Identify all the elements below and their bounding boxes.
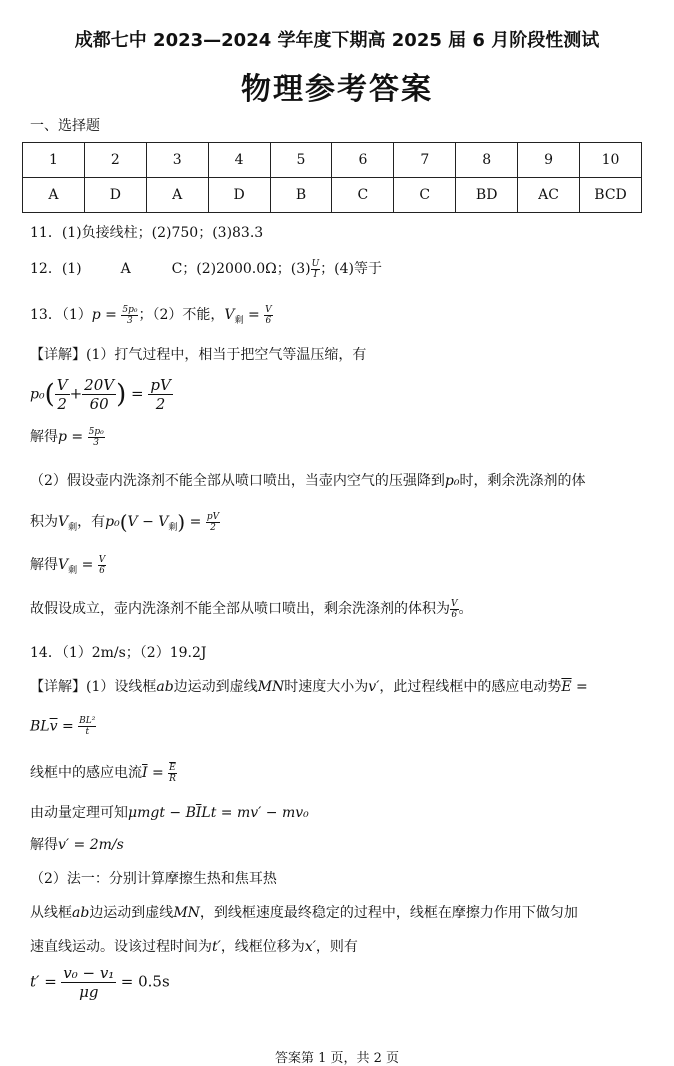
- eq1-frac-b: $\frac{20V}{60}$: [84, 376, 115, 413]
- solve1-label: 解得: [30, 429, 58, 445]
- p2-p0: p₀: [444, 473, 460, 489]
- p2-eq-sub: 剩: [168, 522, 178, 533]
- p2-l2b: ，有: [77, 514, 106, 530]
- current-frac: $\frac{\overline{E}}{R}$: [169, 762, 176, 784]
- q14-emf-equation: $BL\overline{v}$ = $\frac{\text{BL²}}{t}$: [30, 716, 96, 737]
- q12-fraction: $\frac{U}{I}$: [311, 258, 320, 280]
- t-eq-frac: $\frac{\text{v₀ − v₁}}{\mu g}$: [63, 964, 115, 1001]
- q12-prefix: 12．(1): [30, 261, 82, 277]
- answer-table-number-cell: 2: [84, 143, 146, 178]
- q14-p2-l1: 从线框: [30, 905, 72, 921]
- q14-p2-ab: ab: [72, 905, 90, 921]
- page-footer: 答案第 1 页，共 2 页: [274, 1051, 400, 1066]
- q13-part2-line1: [30, 470, 585, 490]
- q14-p2-l2b: ，线框位移为: [220, 939, 305, 955]
- momentum-eq2: Lt = mv′ − mv₀: [201, 805, 309, 821]
- answer-table-number-cell: 5: [270, 143, 332, 178]
- p2-sub: 剩: [68, 522, 78, 533]
- q14-p2-l1b: 边运动到虚线: [89, 905, 174, 921]
- q14-current: 线框中的感应电流$\overline{I}$ = $\frac{\overline{E}}{R}$: [30, 762, 176, 784]
- q14-d1c: 时速度大小为: [284, 679, 369, 695]
- answer-table-answer-cell: B: [270, 178, 332, 213]
- answer-table-number-cell: 1: [23, 143, 85, 178]
- current-ibar: $\overline{I}$: [142, 765, 148, 781]
- conclusion-text: 故假设成立，壶内洗涤剂不能全部从喷口喷出，剩余洗涤剂的体积为: [30, 601, 450, 617]
- p2-eq-p0: p₀: [105, 514, 120, 530]
- answer-table-number-cell: 6: [332, 143, 394, 178]
- eq1-p0: p₀: [30, 386, 45, 403]
- section-heading: 一、选择题: [30, 118, 100, 134]
- q14-p2-l2: 速直线运动。设该过程时间为: [30, 939, 212, 955]
- q14-detail-line1: [30, 676, 588, 696]
- q13-prefix: 13．（1）: [30, 307, 92, 323]
- solve1-frac: $\frac{\text{5p₀}}{3}$: [88, 426, 104, 448]
- answer-table-answer-cell: BD: [456, 178, 518, 213]
- t-eq-rhs: = 0.5s: [120, 972, 170, 991]
- solve2-frac: $\frac{V}{6}$: [98, 554, 106, 576]
- q13-answer: 13．（1）p = $\frac{\text{5p₀}}{3}$ ；（2）不能，$V_剩$ = $\frac{V}{6}$: [30, 304, 272, 326]
- answer-table-number-cell: 9: [518, 143, 580, 178]
- eq1-plus: +: [69, 384, 83, 403]
- answer-table-answer-cell: D: [208, 178, 270, 213]
- answer-table-answer-cell: A: [146, 178, 208, 213]
- q13-part2-line2: 积为$V_剩$，有$p_0(V - V_剩)$ = $\frac{pV}{2}$: [30, 510, 220, 534]
- q14-ebar: $\overline{E}$: [561, 679, 572, 695]
- q13-solve-1: [30, 426, 105, 448]
- solve-v-label: 解得: [30, 837, 58, 853]
- conclusion-end: 。: [458, 601, 473, 617]
- q12-part2: C；(2)2000.0Ω；(3): [171, 261, 311, 277]
- q14-d1d: ，此过程线框中的感应电动势: [379, 679, 562, 695]
- q13-detail: 【详解】(1）打气过程中，相当于把空气等温压缩，有: [30, 347, 367, 363]
- solve2-sub: 剩: [68, 565, 78, 576]
- answer-table-answer-cell: A: [23, 178, 85, 213]
- solve2-v: V: [58, 557, 69, 573]
- q13-equation-1: p₀( $\frac{V}{2}$ + $\frac{20V}{60}$ ) = $\frac{pV}{2}$: [30, 376, 171, 413]
- q14-mn: MN: [257, 679, 285, 695]
- t-eq-lhs: t′ =: [30, 972, 57, 991]
- q14-ab: ab: [156, 679, 174, 695]
- q13-fraction-1: $\frac{\text{5p₀}}{3}$: [122, 304, 138, 326]
- emf-vbar: $\overline{v}$: [49, 718, 58, 735]
- answer-table-answer-cell: C: [332, 178, 394, 213]
- q14-p2-l1c: ，到线框速度最终稳定的过程中，线框在摩擦力作用下做匀加: [199, 905, 578, 921]
- momentum-label: 由动量定理可知: [30, 805, 128, 821]
- q13-sub: 剩: [234, 315, 244, 326]
- answer-table: [22, 142, 642, 213]
- momentum-eq: μmgt − B: [128, 805, 196, 821]
- solve1-eq: =: [66, 429, 88, 445]
- answer-table-number-cell: 7: [394, 143, 456, 178]
- answer-table-number-cell: 10: [580, 143, 642, 178]
- answer-table-answer-row: [23, 178, 642, 213]
- conclusion-frac: $\frac{V}{6}$: [451, 598, 458, 620]
- q12-suffix: ；(4)等于: [320, 261, 382, 277]
- eq1-frac-a: $\frac{V}{2}$: [56, 376, 68, 413]
- q13-conclusion: [30, 598, 473, 620]
- p2-rhs-frac: $\frac{pV}{2}$: [206, 511, 220, 533]
- page-title: 物理参考答案: [241, 72, 433, 107]
- q13-fraction-2: $\frac{V}{6}$: [265, 304, 272, 326]
- exam-title: 成都七中 2023—2024 学年度下期高 2025 届 6 月阶段性测试: [74, 30, 600, 51]
- p2-v: V: [58, 514, 69, 530]
- answer-table-answer-cell: C: [394, 178, 456, 213]
- q14-vprime: v′: [368, 679, 380, 695]
- q14-d1a: 【详解】(1）设线框: [30, 679, 157, 695]
- q14-xprime: x′: [304, 939, 316, 955]
- q14-p2-l2c: ，则有: [315, 939, 358, 955]
- solve2-label: 解得: [30, 557, 58, 573]
- answer-table-answer-cell: BCD: [580, 178, 642, 213]
- q14-d1b: 边运动到虚线: [173, 679, 258, 695]
- q14-solve-v: [30, 834, 124, 854]
- answer-table-number-cell: 3: [146, 143, 208, 178]
- answer-table-number-row: [23, 143, 642, 178]
- emf-frac: $\frac{\text{BL²}}{t}$: [79, 716, 96, 737]
- q14-p2-mn: MN: [173, 905, 200, 921]
- emf-bl: BL: [30, 718, 50, 735]
- q12-answer: [30, 258, 382, 280]
- q14-part2-line2: [30, 936, 358, 956]
- answer-table-number-cell: 8: [456, 143, 518, 178]
- p2-l2: 积为: [30, 514, 58, 530]
- current-label: 线框中的感应电流: [30, 765, 142, 781]
- q13-eq: =: [100, 307, 122, 323]
- q14-eq-sign: =: [571, 679, 588, 695]
- q13-solve-2: 解得$V_剩$ = $\frac{V}{6}$: [30, 554, 106, 576]
- solve1-p: p: [58, 429, 67, 445]
- q14-momentum: [30, 802, 309, 822]
- p2-l1b: 时，剩余洗涤剂的体: [459, 473, 586, 489]
- momentum-ibar: $\overline{I}$: [195, 805, 202, 821]
- q13-p: p: [91, 307, 101, 323]
- q12-choice-a: A: [120, 261, 131, 277]
- p2-l1: （2）假设壶内洗涤剂不能全部从喷口喷出，当壶内空气的压强降到: [30, 473, 445, 489]
- p2-eq-inner: V − V: [127, 514, 169, 530]
- q14-part2-title: （2）法一：分别计算摩擦生热和焦耳热: [30, 871, 277, 887]
- answer-table-answer-cell: AC: [518, 178, 580, 213]
- q11-answer: 11．(1)负接线柱；(2)750；(3)83.3: [30, 225, 264, 241]
- q13-v: V: [224, 307, 235, 323]
- solve-v-val: v′ = 2m/s: [58, 837, 124, 853]
- q14-answer: 14．（1）2m/s；（2）19.2J: [30, 645, 207, 661]
- q13-mid: ；（2）不能，: [138, 307, 225, 323]
- q14-time-equation: [30, 964, 170, 1001]
- answer-table-number-cell: 4: [208, 143, 270, 178]
- answer-table-answer-cell: D: [84, 178, 146, 213]
- eq1-rhs: $\frac{pV}{2}$: [150, 376, 171, 413]
- q14-tprime: t′: [212, 939, 221, 955]
- q14-part2-line1: [30, 902, 578, 922]
